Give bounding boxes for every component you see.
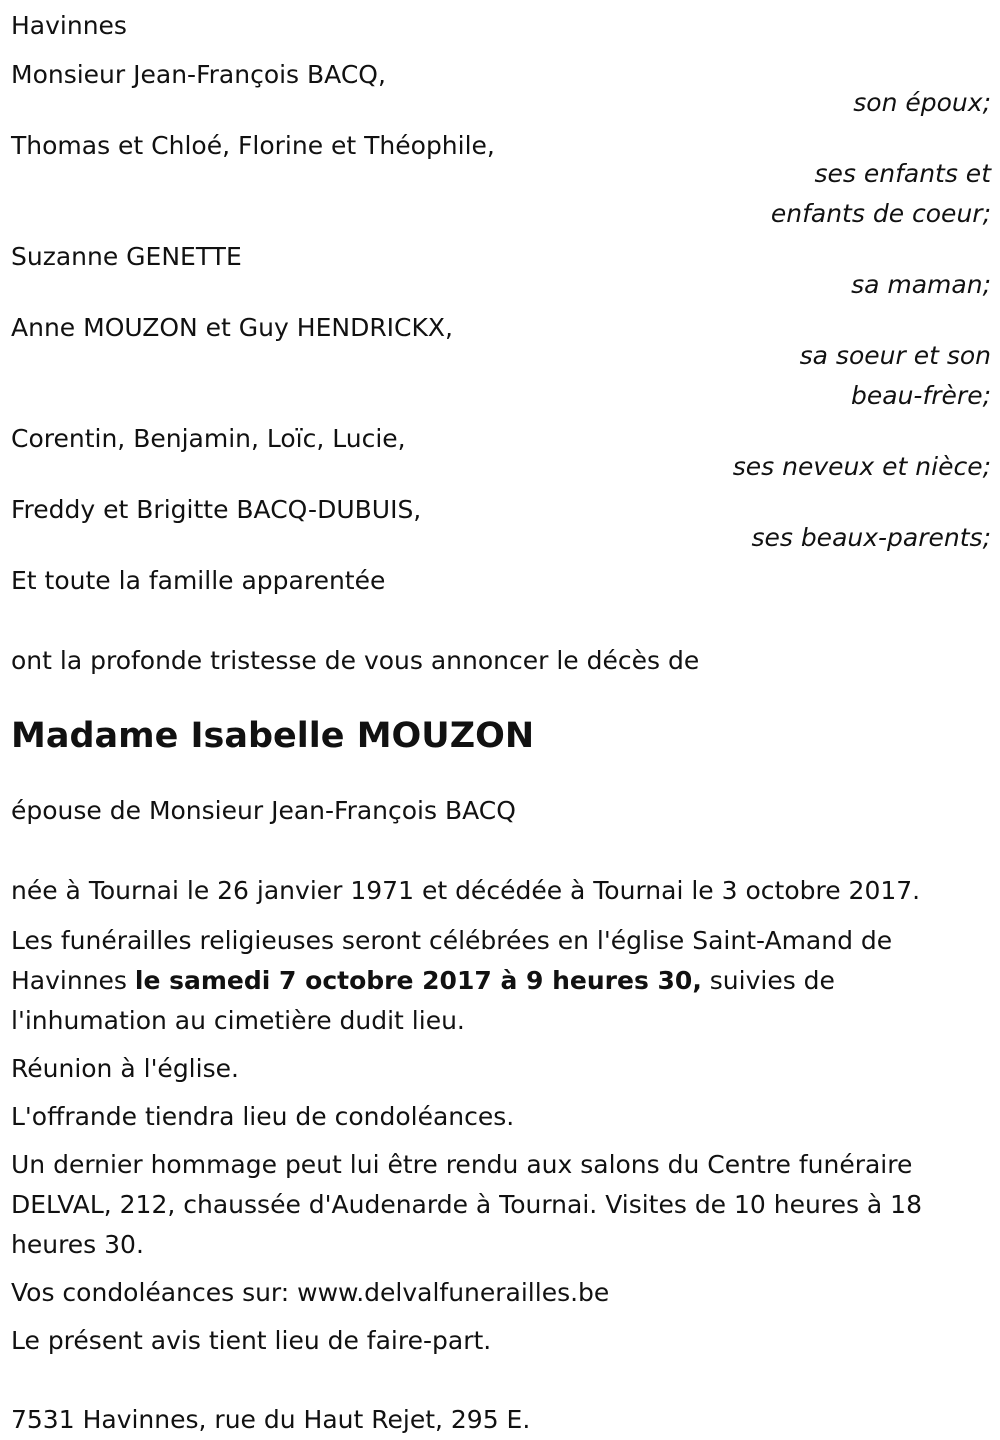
condolences-link: Vos condoléances sur: www.delvalfunerailles.be xyxy=(11,1278,610,1307)
family-member xyxy=(11,490,991,558)
offering-note: L'offrande tiendra lieu de condoléances. xyxy=(11,1102,515,1131)
birth-death-dates: née à Tournai le 26 janvier 1971 et décédée à Tournai le 3 octobre 2017. xyxy=(11,876,921,905)
locality: Havinnes xyxy=(11,11,127,40)
family-member-role: ses beaux-parents; xyxy=(751,523,991,552)
obituary-notice xyxy=(11,6,991,1440)
family-member-role: ses neveux et nièce; xyxy=(732,452,991,481)
family-member xyxy=(11,308,991,416)
extended-family: Et toute la famille apparentée xyxy=(11,566,386,595)
family-member-role: son époux; xyxy=(853,88,991,117)
family-member-role: sa maman; xyxy=(851,270,991,299)
homage-details: Un dernier hommage peut lui être rendu aux salons du Centre funéraire DELVAL, 212, chaussée d'Audenarde à Tournai. Visites de 10 heures à 18 heures 30. xyxy=(11,1150,922,1259)
family-member xyxy=(11,126,991,234)
funeral-details: Les funérailles religieuses seront célébrées en l'église Saint-Amand de Havinnes le samedi 7 octobre 2017 à 9 heures 30, suivies de l'inhumation au cimetière dudit lieu. xyxy=(11,926,893,1035)
family-member-name: Corentin, Benjamin, Loïc, Lucie, xyxy=(11,424,406,453)
family-member-name: Freddy et Brigitte BACQ-DUBUIS, xyxy=(11,495,422,524)
funeral-date: le samedi 7 octobre 2017 à 9 heures 30, xyxy=(134,966,702,995)
family-member xyxy=(11,55,991,123)
family-member-name: Monsieur Jean-François BACQ, xyxy=(11,60,386,89)
spouse-line: épouse de Monsieur Jean-François BACQ xyxy=(11,796,516,825)
announcement: ont la profonde tristesse de vous annoncer le décès de xyxy=(11,646,700,675)
family-member xyxy=(11,419,991,487)
family-member xyxy=(11,237,991,305)
family-member-role: ses enfants et enfants de coeur; xyxy=(770,159,991,228)
deceased-name: Madame Isabelle MOUZON xyxy=(11,716,535,756)
family-member-name: Anne MOUZON et Guy HENDRICKX, xyxy=(11,313,453,342)
family-member-role: sa soeur et son beau-frère; xyxy=(799,341,991,410)
meeting-place: Réunion à l'église. xyxy=(11,1054,239,1083)
address: 7531 Havinnes, rue du Haut Rejet, 295 E. xyxy=(11,1405,531,1434)
notice-statement: Le présent avis tient lieu de faire-part. xyxy=(11,1326,492,1355)
family-member-name: Suzanne GENETTE xyxy=(11,242,242,271)
family-member-name: Thomas et Chloé, Florine et Théophile, xyxy=(11,131,495,160)
